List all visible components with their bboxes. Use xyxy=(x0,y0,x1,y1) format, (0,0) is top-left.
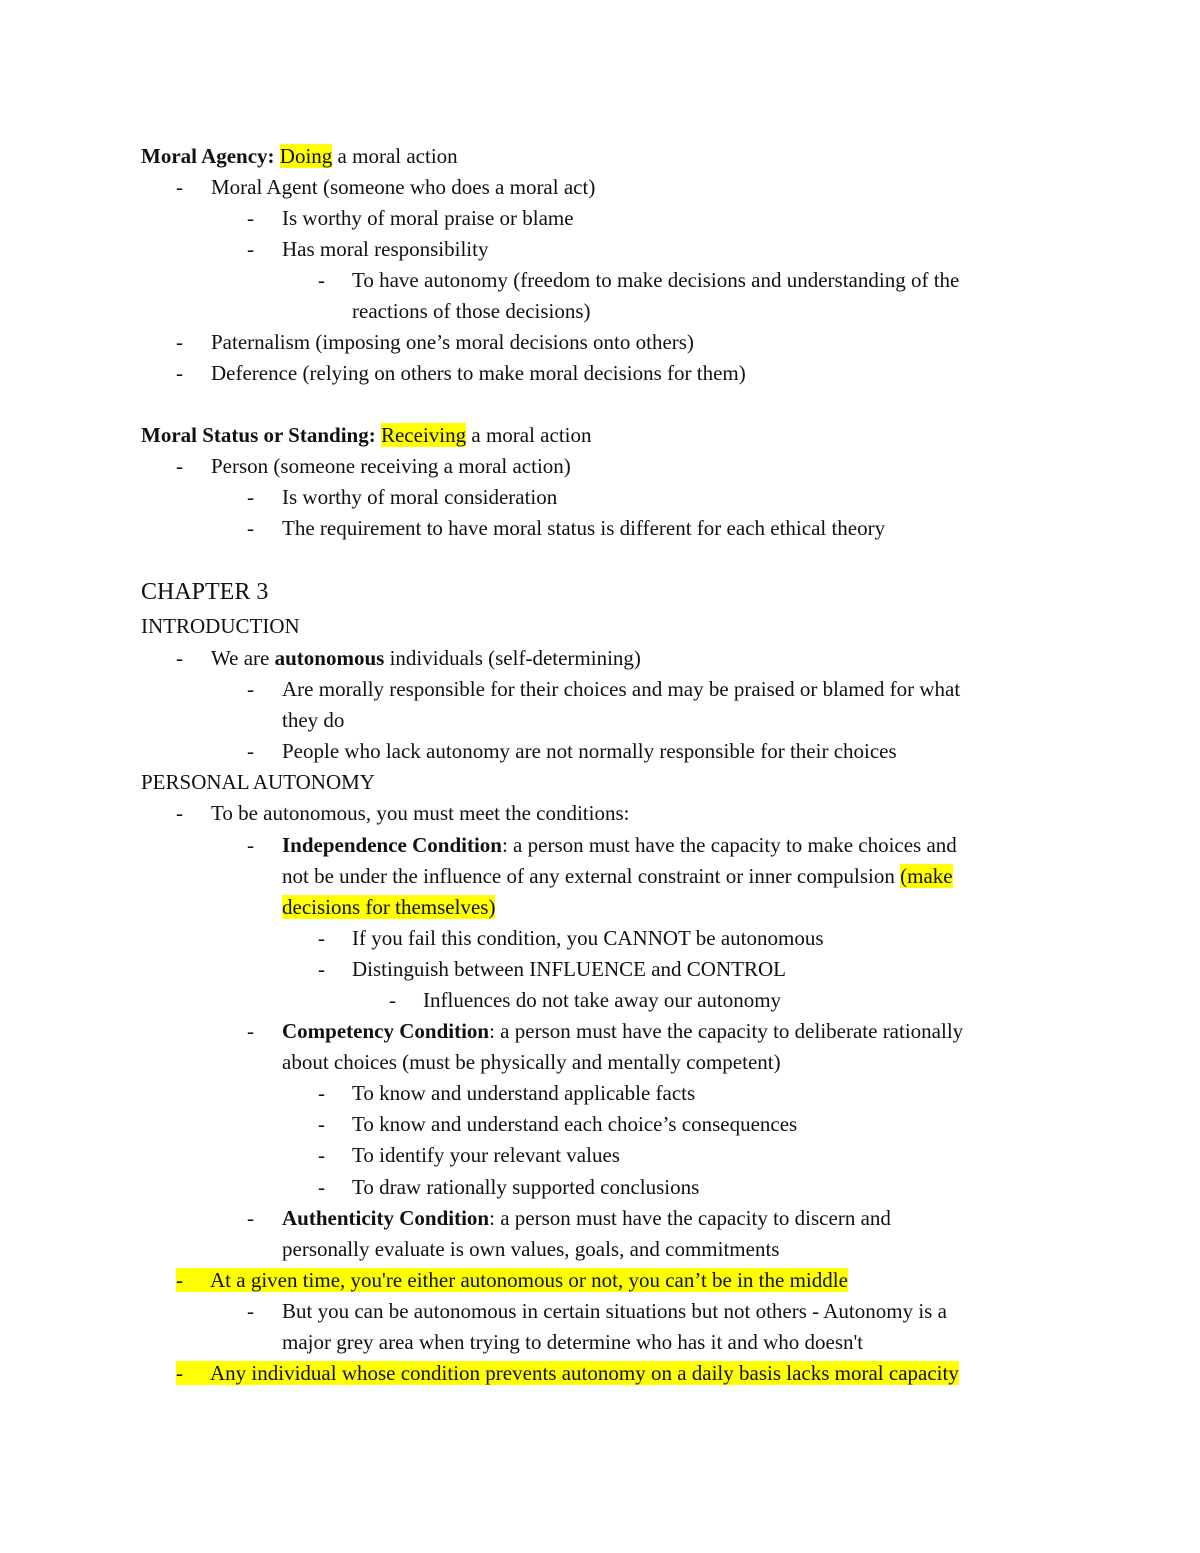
independence-condition-line3 xyxy=(282,892,495,923)
bullet-dash: - xyxy=(247,1299,254,1323)
bullet-dash: - xyxy=(247,516,254,540)
responsibility-item: Has moral responsibility xyxy=(282,237,489,261)
situations-line1: But you can be autonomous in certain situations but not others - Autonomy is a xyxy=(282,1299,947,1323)
bullet-dash: - xyxy=(318,1175,325,1199)
morally-responsible-line1: Are morally responsible for their choices and may be praised or blamed for what xyxy=(282,677,961,701)
authenticity-text-1: : a person must have the capacity to discern and xyxy=(489,1206,891,1230)
bullet-dash: - xyxy=(247,833,254,857)
morally-responsible-line2: they do xyxy=(282,708,345,732)
bullet-dash: - xyxy=(389,988,396,1012)
personal-autonomy-heading: PERSONAL AUTONOMY xyxy=(141,770,375,794)
bullet-dash: - xyxy=(176,1361,183,1385)
situations-line2: major grey area when trying to determine who has it and who doesn't xyxy=(282,1330,864,1354)
person-item: Person (someone receiving a moral action) xyxy=(211,454,571,478)
moral-agency-label: Moral Agency: xyxy=(141,144,275,168)
praise-blame-item: Is worthy of moral praise or blame xyxy=(282,206,574,230)
daily-basis-text: Any individual whose condition prevents autonomy on a daily basis lacks moral capacity xyxy=(210,1361,959,1385)
independence-condition-line1 xyxy=(282,830,957,861)
influence-control-item: Distinguish between INFLUENCE and CONTROL xyxy=(352,957,786,981)
competency-sub-item: To identify your relevant values xyxy=(352,1143,620,1167)
bullet-dash: - xyxy=(318,1081,325,1105)
bullet-dash: - xyxy=(318,1143,325,1167)
bullet-dash: - xyxy=(247,677,254,701)
bullet-dash: - xyxy=(176,361,183,385)
moral-status-label: Moral Status or Standing: xyxy=(141,423,376,447)
bullet-dash: - xyxy=(176,454,183,478)
consideration-item: Is worthy of moral consideration xyxy=(282,485,558,509)
bullet-dash: - xyxy=(176,330,183,354)
autonomy-item-line1: To have autonomy (freedom to make decisions and understanding of the xyxy=(352,268,960,292)
moral-status-heading xyxy=(141,420,592,451)
bullet-dash: - xyxy=(247,739,254,763)
bullet-dash: - xyxy=(247,237,254,261)
given-time-line xyxy=(176,1265,848,1296)
bullet-dash: - xyxy=(318,926,325,950)
authenticity-condition-line1 xyxy=(282,1203,891,1234)
chapter-title: CHAPTER 3 xyxy=(141,579,269,605)
conditions-intro: To be autonomous, you must meet the conditions: xyxy=(211,801,630,825)
competency-condition-line1 xyxy=(282,1016,963,1047)
daily-basis-line xyxy=(176,1358,959,1389)
independence-condition-line2 xyxy=(282,861,953,892)
independence-text-2: not be under the influence of any external constraint or inner compulsion xyxy=(282,864,901,888)
bullet-dash: - xyxy=(318,1112,325,1136)
independence-text-1: : a person must have the capacity to make choices and xyxy=(501,833,957,857)
doing-highlight: Doing xyxy=(279,144,333,168)
bullet-dash: - xyxy=(247,206,254,230)
daily-basis-highlight xyxy=(176,1361,959,1385)
make-decisions-highlight: (make xyxy=(900,864,953,888)
self-determining-text: individuals (self-determining) xyxy=(384,646,641,670)
lack-autonomy-item: People who lack autonomy are not normally responsible for their choices xyxy=(282,739,897,763)
bullet-dash: - xyxy=(247,485,254,509)
competency-sub-item: To know and understand each choice’s consequences xyxy=(352,1112,798,1136)
moral-agency-rest: a moral action xyxy=(332,144,458,168)
make-decisions-highlight-2: decisions for themselves) xyxy=(282,895,496,919)
bullet-dash: - xyxy=(247,1019,254,1043)
we-are-text: We are xyxy=(211,646,275,670)
fail-condition-item: If you fail this condition, you CANNOT be autonomous xyxy=(352,926,824,950)
autonomy-item-line2: reactions of those decisions) xyxy=(352,299,591,323)
bullet-dash: - xyxy=(318,268,325,292)
autonomous-term: autonomous xyxy=(274,646,385,670)
given-time-highlight xyxy=(176,1268,848,1292)
authenticity-label: Authenticity Condition xyxy=(282,1206,490,1230)
competency-sub-item: To draw rationally supported conclusions xyxy=(352,1175,700,1199)
moral-agency-heading xyxy=(141,141,458,172)
receiving-highlight: Receiving xyxy=(380,423,467,447)
authenticity-condition-line2: personally evaluate is own values, goals, and commitments xyxy=(282,1237,780,1261)
paternalism-item: Paternalism (imposing one’s moral decisions onto others) xyxy=(211,330,694,354)
bullet-dash: - xyxy=(176,801,183,825)
competency-sub-item: To know and understand applicable facts xyxy=(352,1081,696,1105)
bullet-dash: - xyxy=(176,175,183,199)
deference-item: Deference (relying on others to make moral decisions for them) xyxy=(211,361,746,385)
moral-agent-item: Moral Agent (someone who does a moral act) xyxy=(211,175,596,199)
bullet-dash: - xyxy=(247,1206,254,1230)
independence-label: Independence Condition xyxy=(282,833,502,857)
competency-condition-line2: about choices (must be physically and mentally competent) xyxy=(282,1050,781,1074)
moral-status-rest: a moral action xyxy=(466,423,592,447)
requirement-item: The requirement to have moral status is different for each ethical theory xyxy=(282,516,886,540)
competency-text-1: : a person must have the capacity to deliberate rationally xyxy=(489,1019,964,1043)
given-time-text: At a given time, you're either autonomous or not, you can’t be in the middle xyxy=(210,1268,848,1292)
competency-label: Competency Condition xyxy=(282,1019,490,1043)
influences-item: Influences do not take away our autonomy xyxy=(423,988,782,1012)
autonomous-individuals-item xyxy=(211,643,641,674)
introduction-heading: INTRODUCTION xyxy=(141,614,300,638)
bullet-dash: - xyxy=(318,957,325,981)
bullet-dash: - xyxy=(176,1268,183,1292)
bullet-dash: - xyxy=(176,646,183,670)
